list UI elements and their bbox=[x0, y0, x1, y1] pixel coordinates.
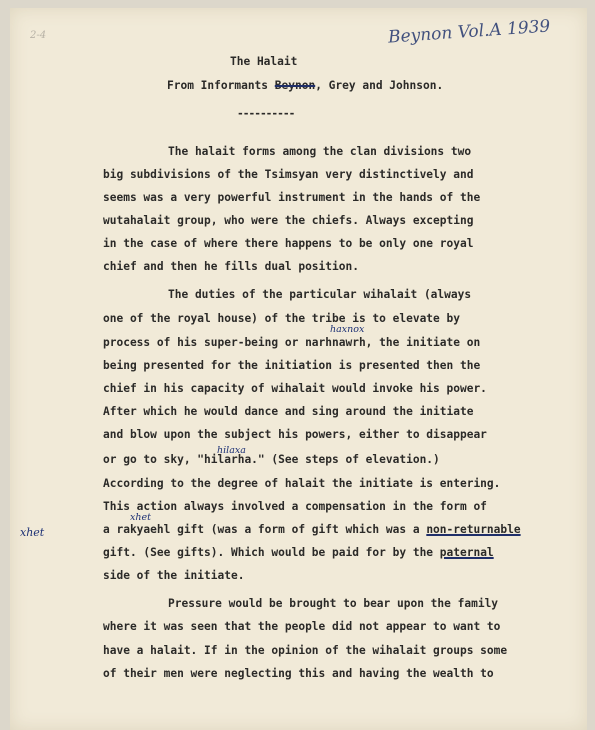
separator-rule: ---------- bbox=[237, 107, 295, 120]
text-line: in the case of where there happens to be only one royal bbox=[103, 237, 474, 250]
text-line: being presented for the initiation is presented then the bbox=[103, 359, 481, 372]
annotation-hilaxa: hilaxa bbox=[217, 445, 246, 456]
text-line: of their men were neglecting this and having the wealth to bbox=[103, 667, 494, 680]
faint-margin-mark: 2-4 bbox=[30, 30, 47, 41]
text-line: and blow upon the subject his powers, either to disappear bbox=[103, 428, 487, 441]
subtitle-prefix: From Informants bbox=[167, 79, 275, 92]
text-line-part: gift. (See gifts). Which would be paid for by the bbox=[103, 546, 440, 559]
text-line: After which he would dance and sing around the initiate bbox=[103, 405, 474, 418]
text-line: The halait forms among the clan divisions two bbox=[168, 145, 472, 158]
text-line: chief and then he fills dual position. bbox=[103, 260, 359, 273]
text-line: This action always involved a compensation in the form of bbox=[103, 500, 487, 513]
annotation-xhet: xhet bbox=[130, 512, 151, 523]
margin-annotation-xhet: xhet bbox=[20, 526, 45, 539]
document-page bbox=[10, 8, 587, 730]
struck-informant-name: Beynon bbox=[274, 79, 316, 92]
text-line: Pressure would be brought to bear upon the family bbox=[168, 597, 499, 610]
underlined-term-non-returnable: non-returnable bbox=[426, 523, 521, 536]
text-line bbox=[103, 546, 494, 559]
text-line: or go to sky, "hilarha." (See steps of elevation.) bbox=[103, 453, 440, 466]
text-line: chief in his capacity of wihalait would invoke his power. bbox=[103, 382, 487, 395]
text-line bbox=[103, 523, 521, 536]
text-line: where it was seen that the people did not appear to want to bbox=[103, 620, 501, 633]
annotation-naxnox: haxnox bbox=[330, 324, 365, 335]
document-title: The Halait bbox=[230, 55, 298, 68]
handwritten-header-note: Beynon Vol.A 1939 bbox=[387, 16, 551, 48]
text-line: side of the initiate. bbox=[103, 569, 245, 582]
text-line: have a halait. If in the opinion of the wihalait groups some bbox=[103, 644, 508, 657]
text-line: seems was a very powerful instrument in the hands of the bbox=[103, 191, 481, 204]
text-line: process of his super-being or narhnawrh, the initiate on bbox=[103, 336, 481, 349]
document-subtitle bbox=[167, 79, 443, 92]
subtitle-suffix: , Grey and Johnson. bbox=[315, 79, 444, 92]
text-line-part: a rakyaehl gift (was a form of gift which was a bbox=[103, 523, 427, 536]
text-line: According to the degree of halait the initiate is entering. bbox=[103, 477, 501, 490]
text-line: The duties of the particular wihalait (always bbox=[168, 288, 472, 301]
text-line: wutahalait group, who were the chiefs. Always excepting bbox=[103, 214, 474, 227]
text-line: big subdivisions of the Tsimsyan very distinctively and bbox=[103, 168, 474, 181]
text-line: one of the royal house) of the tribe is to elevate by bbox=[103, 312, 460, 325]
underlined-term-paternal: paternal bbox=[439, 546, 494, 559]
